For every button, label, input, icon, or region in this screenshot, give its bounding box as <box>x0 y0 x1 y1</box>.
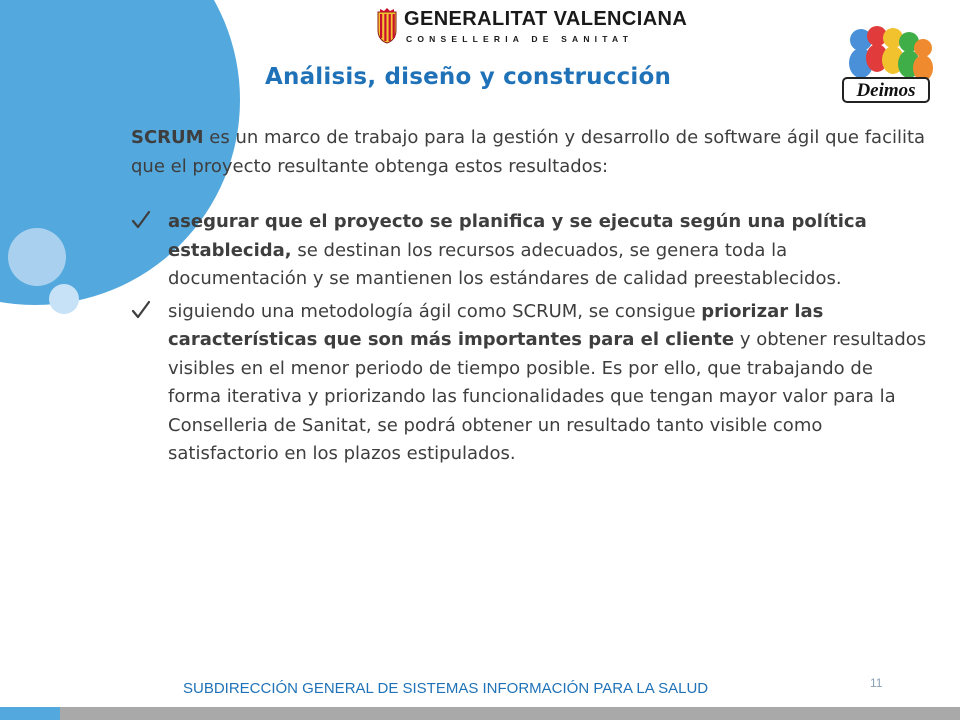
bullet-2-text-end: y obtener resultados visibles en el menor periodo de tiempo posible. Es por ello, que trabajando de forma iterativa y priorizando las funcionalidades que tengan mayor valor para la Conselleria de Sanitat, se podrá obtener un resultado tanto visible como satisfactorio en los plazos estipulados. <box>168 329 927 464</box>
slide-body <box>131 124 931 473</box>
check-icon <box>131 209 151 231</box>
slide-title: Análisis, diseño y construcción <box>265 64 672 90</box>
bullet-2-text-start: siguiendo una metodología ágil como SCRUM, se consigue <box>168 300 702 322</box>
bullet-1-bold-text: asegurar que el proyecto se planifica y se ejecuta según una política establecida, <box>168 211 867 261</box>
intro-bold-term: SCRUM <box>131 127 204 148</box>
generalitat-logo <box>376 8 688 48</box>
check-icon <box>131 299 151 321</box>
svg-text:Deimos: Deimos <box>856 80 916 101</box>
org-department: CONSELLERIA DE SANITAT <box>406 34 634 44</box>
intro-text: es un marco de trabajo para la gestión y desarrollo de software ágil que facilita que el proyecto resultante obtenga estos resultados: <box>131 127 926 177</box>
decorative-circle-small <box>49 284 79 314</box>
bullet-item-2 <box>131 298 931 469</box>
deimos-people-icon <box>835 18 935 118</box>
footer-bar-accent <box>0 707 60 720</box>
footer-bar <box>60 707 960 720</box>
decorative-circle-medium <box>8 228 66 286</box>
footer-text: SUBDIRECCIÓN GENERAL DE SISTEMAS INFORMACIÓN PARA LA SALUD <box>183 680 709 697</box>
deimos-logo <box>835 18 935 118</box>
bullet-1-text: se destinan los recursos adecuados, se genera toda la documentación y se mantienen los estándares de calidad preestablecidos. <box>168 239 842 289</box>
generalitat-shield-icon <box>376 8 398 44</box>
bullet-2-bold-text: priorizar las características que son más importantes para el cliente <box>168 300 824 350</box>
page-number: 11 <box>870 676 883 690</box>
intro-paragraph <box>131 124 931 181</box>
org-name: GENERALITAT VALENCIANA <box>404 8 688 30</box>
bullet-item-1 <box>131 208 931 294</box>
